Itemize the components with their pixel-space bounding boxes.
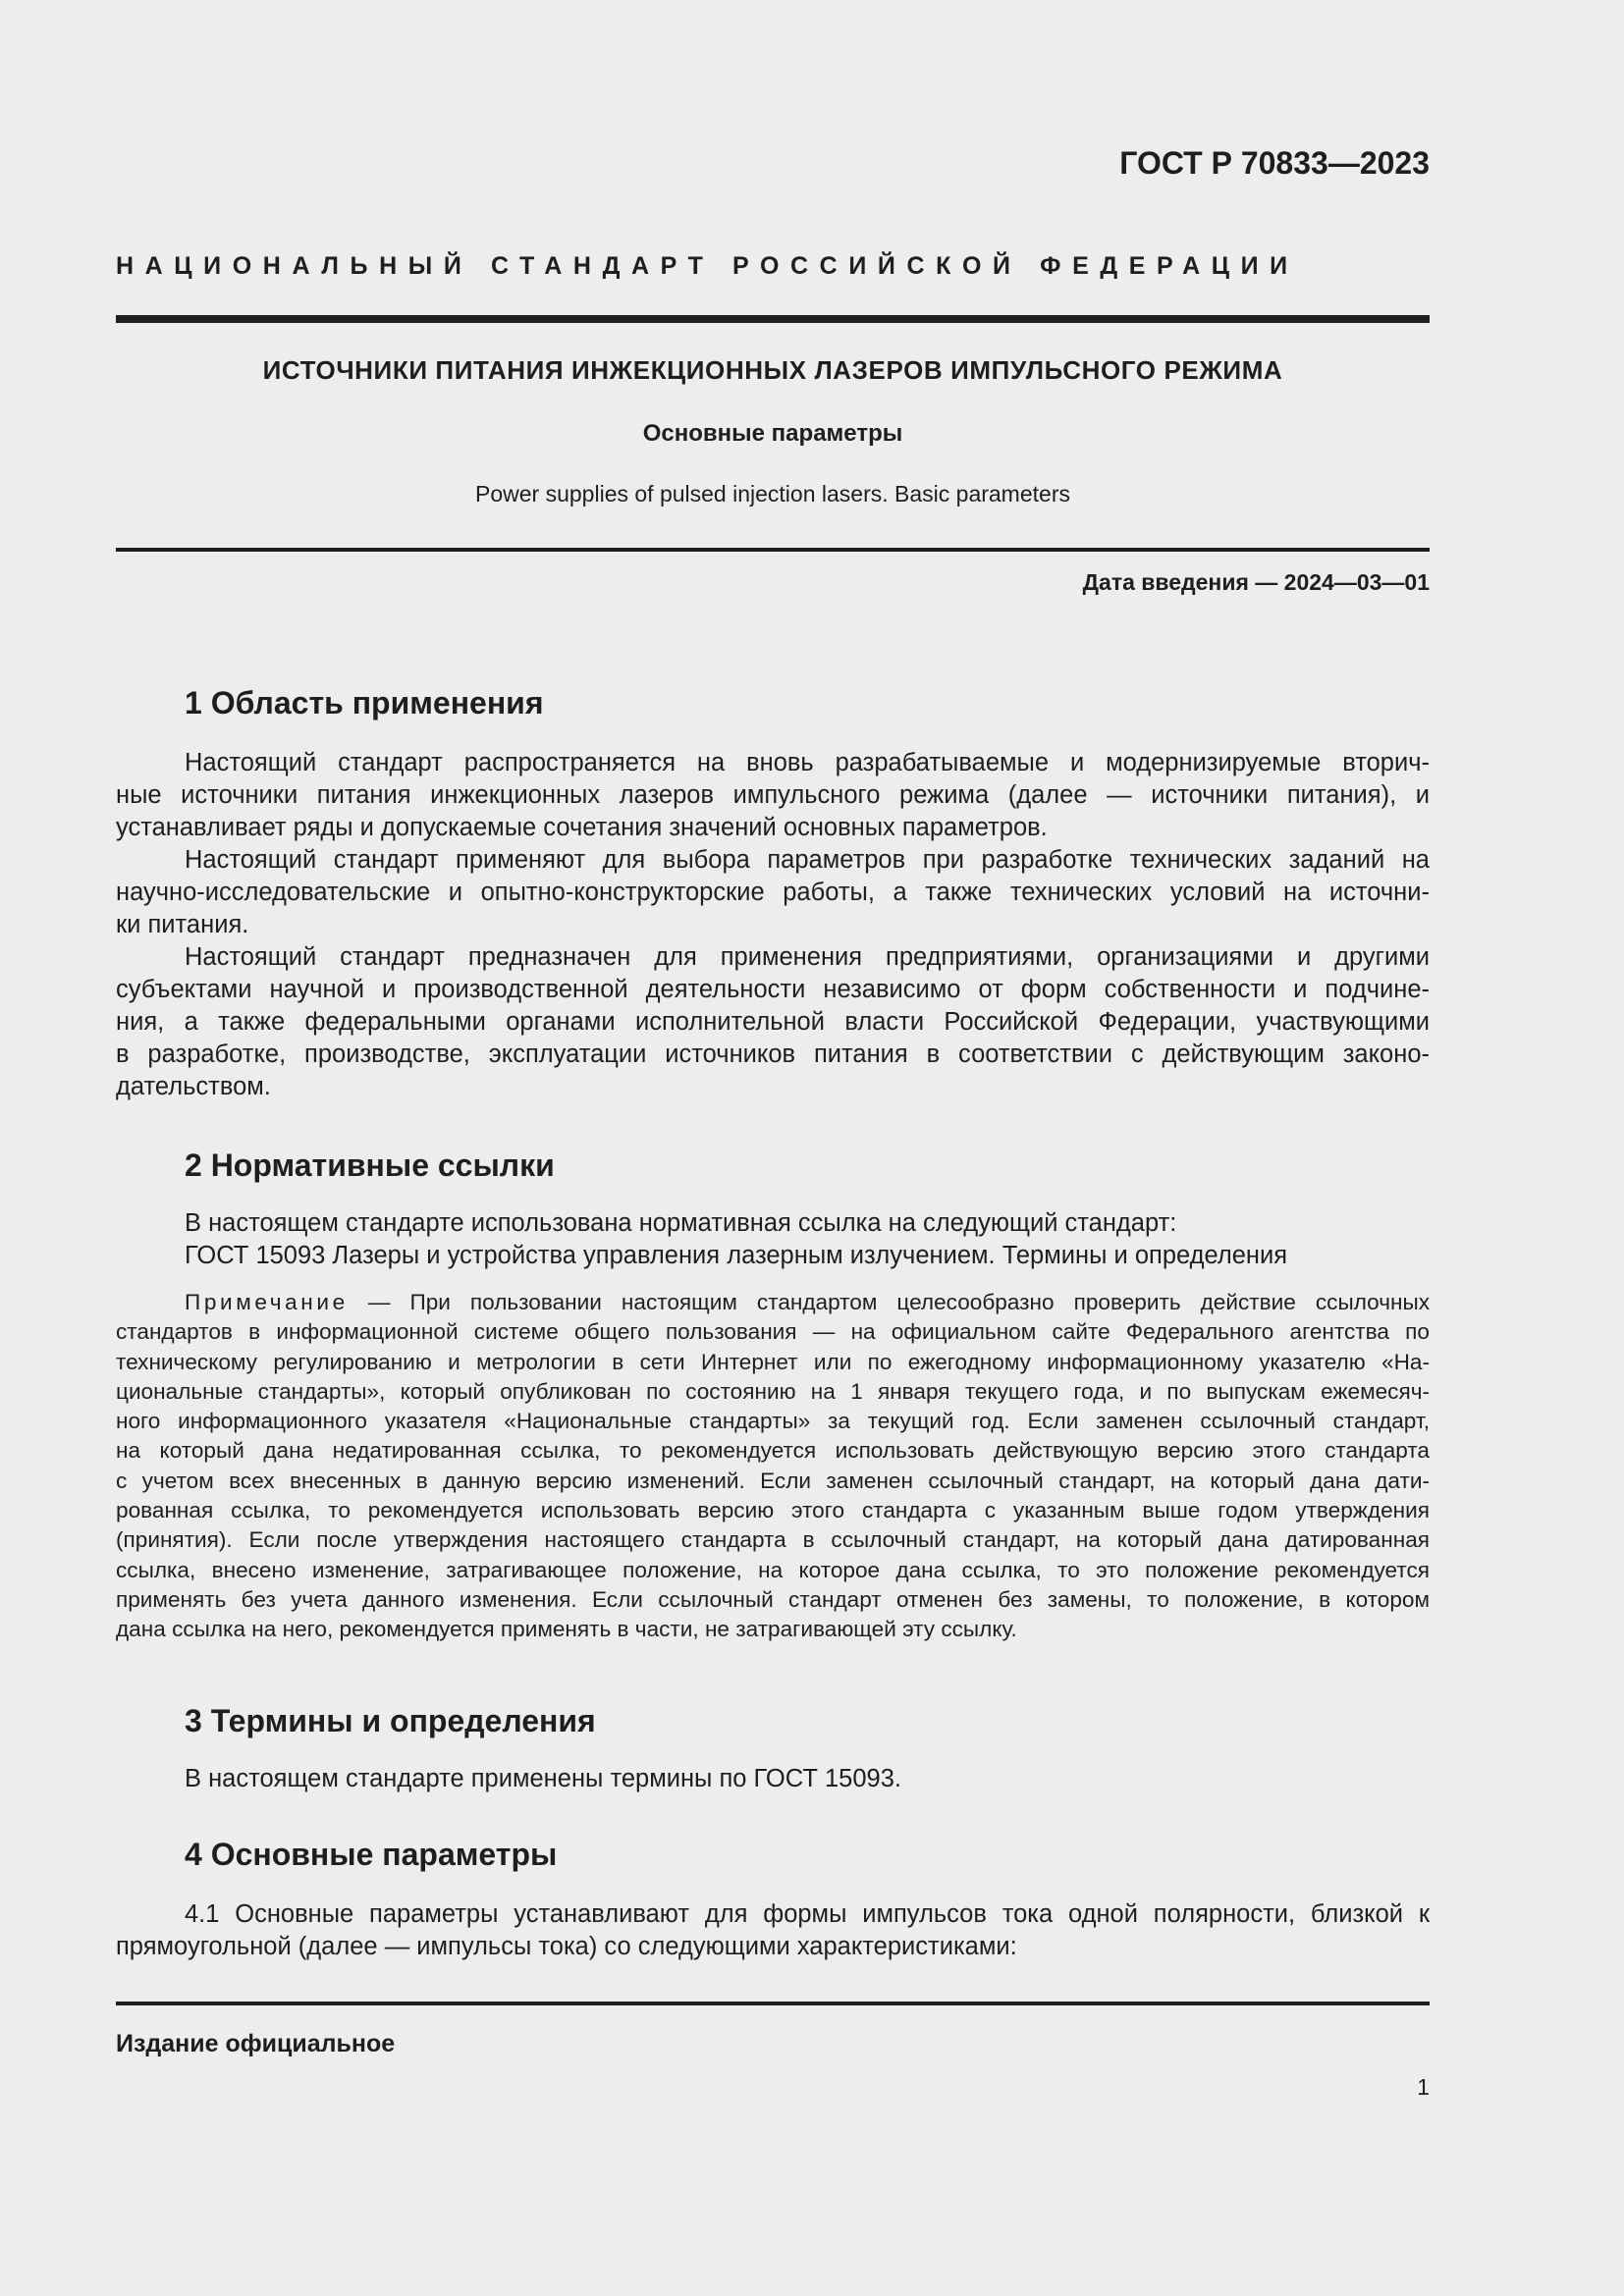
- section-1-paragraph-3: Настоящий стандарт предназначен для применения предприятиями, организациями и другими субъектами научной и производственной деятельности независимо от форм собственности и подчине- ния, а также федеральными органами исполнительной власти Российской Федерации, участвующими в разработке, производстве, эксплуатации источников питания в соответствии с действующим законо- дательством.: [116, 943, 1430, 1100]
- section-2-note: Примечание — При пользовании настоящим стандартом целесообразно проверить действие ссылочных стандартов в информационной системе общего пользования — на официальном сайте Федерального агентства по техническому регулированию и метрологии в сети Интернет или по ежегодному информационному указателю «На- циональные стандарты», который опубликован по состоянию на 1 января текущего года, и по выпускам ежемесяч- ного информационного указателя «Национальные стандарты» за текущий год. Если заменен ссылочный стандарт, на который дана недатированная ссылка, то рекомендуется использовать действующую версию этого стандарта с учетом всех внесенных в данную версию изменений. Если заменен ссылочный стандарт, на который дана дати- рованная ссылка, то рекомендуется использовать версию этого стандарта с указанным выше годом утверждения (принятия). Если после утверждения настоящего стандарта в ссылочный стандарт, на который дана датированная ссылка, внесено изменение, затрагивающее положение, на которое дана ссылка, то это положение рекомендуется применять без учета данного изменения. Если ссылочный стандарт отменен без замены, то положение, в котором дана ссылка на него, рекомендуется применять в части, не затрагивающей эту ссылку.: [116, 1290, 1430, 1642]
- footer-divider: [116, 2002, 1430, 2005]
- section-1-heading: 1 Область применения: [185, 685, 544, 721]
- section-2-line-1: В настоящем стандарте использована нормативная ссылка на следующий стандарт:: [185, 1209, 1177, 1237]
- section-4-heading: 4 Основные параметры: [185, 1837, 558, 1872]
- english-title: Power supplies of pulsed injection lasers. Basic parameters: [475, 481, 1070, 507]
- gost-number: ГОСТ Р 70833—2023: [1119, 145, 1430, 181]
- header-divider: [116, 315, 1430, 323]
- national-standard-banner: НАЦИОНАЛЬНЫЙ СТАНДАРТ РОССИЙСКОЙ ФЕДЕРАЦИИ: [116, 252, 1299, 280]
- section-1-paragraph-2: Настоящий стандарт применяют для выбора параметров при разработке технических заданий на научно-исследовательские и опытно-конструкторские работы, а также технических условий на источни- ки питания.: [116, 846, 1430, 938]
- title-divider: [116, 548, 1430, 552]
- note-label: Примечание: [185, 1290, 349, 1314]
- section-2-heading: 2 Нормативные ссылки: [185, 1148, 555, 1183]
- section-3-heading: 3 Термины и определения: [185, 1703, 596, 1738]
- document-subtitle: Основные параметры: [642, 420, 903, 447]
- section-2-line-2: ГОСТ 15093 Лазеры и устройства управления лазерным излучением. Термины и определения: [185, 1242, 1288, 1269]
- section-3-text: В настоящем стандарте применены термины по ГОСТ 15093.: [185, 1765, 901, 1792]
- official-edition-label: Издание официальное: [116, 2030, 396, 2057]
- page-number: 1: [1417, 2074, 1430, 2100]
- section-1-paragraph-1: Настоящий стандарт распространяется на вновь разрабатываемые и модернизируемые вторич- ные источники питания инжекционных лазеров импульсного режима (далее — источники питания), и устанавливает ряды и допускаемые сочетания значений основных параметров.: [116, 749, 1430, 841]
- introduction-date: Дата введения — 2024—03—01: [1082, 569, 1430, 595]
- section-4-paragraph-1: 4.1 Основные параметры устанавливают для формы импульсов тока одной полярности, близкой к прямоугольной (далее — импульсы тока) со следующими характеристиками:: [116, 1900, 1430, 1960]
- document-title: ИСТОЧНИКИ ПИТАНИЯ ИНЖЕКЦИОННЫХ ЛАЗЕРОВ ИМПУЛЬСНОГО РЕЖИМА: [262, 355, 1283, 385]
